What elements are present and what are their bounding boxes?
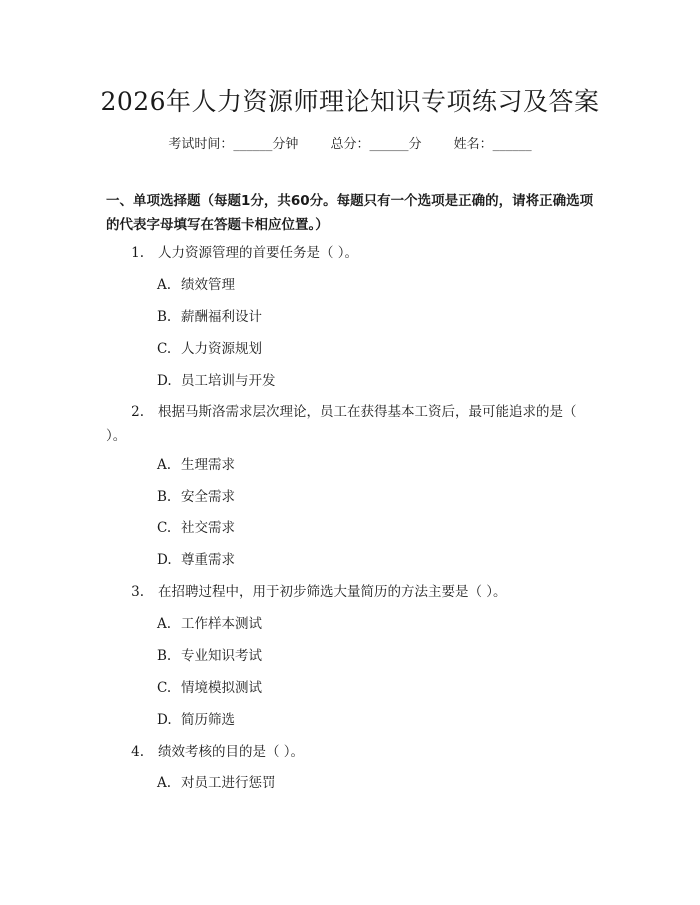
option-text: 绩效管理 <box>181 277 235 293</box>
document-title: 2026年人力资源师理论知识专项练习及答案 <box>100 87 600 116</box>
option <box>157 371 276 391</box>
option <box>157 307 262 327</box>
option-letter: C. <box>157 680 172 696</box>
section-heading: 一、单项选择题（每题1分，共60分。每题只有一个选项是正确的，请将正确选项的代表字母填写在答题卡相应位置。） <box>106 193 594 233</box>
option-letter: B. <box>157 489 172 505</box>
option-text: 简历筛选 <box>181 712 235 728</box>
option-text: 社交需求 <box>181 520 235 536</box>
option-letter: A. <box>157 616 172 632</box>
option-letter: C. <box>157 341 172 357</box>
option-letter: A. <box>157 775 172 791</box>
option-letter: D. <box>157 552 172 568</box>
exam-time: 考试时间：______分钟 <box>168 137 299 152</box>
option-text: 薪酬福利设计 <box>181 309 262 325</box>
option <box>157 339 262 359</box>
option-text: 人力资源规划 <box>181 341 262 357</box>
option <box>157 646 262 666</box>
option <box>157 275 235 295</box>
option-letter: A. <box>157 277 172 293</box>
question-text: 人力资源管理的首要任务是（ ）。 <box>158 245 359 261</box>
option <box>157 614 262 634</box>
question-text: 在招聘过程中，用于初步筛选大量简历的方法主要是（ ）。 <box>158 584 507 600</box>
option <box>157 518 235 538</box>
option-text: 对员工进行惩罚 <box>181 775 276 791</box>
option-letter: B. <box>157 648 172 664</box>
question-number: 4. <box>131 744 144 760</box>
question-text: 绩效考核的目的是（ ）。 <box>158 744 305 760</box>
option-text: 安全需求 <box>181 489 235 505</box>
question-text: 根据马斯洛需求层次理论，员工在获得基本工资后，最可能追求的是（ ）。 <box>106 404 577 444</box>
option <box>157 710 235 730</box>
option-letter: C. <box>157 520 172 536</box>
option-text: 工作样本测试 <box>181 616 262 632</box>
question-1 <box>106 241 596 265</box>
question-2 <box>106 400 596 448</box>
option <box>157 678 262 698</box>
option-text: 尊重需求 <box>181 552 235 568</box>
question-4 <box>106 740 596 764</box>
exam-name: 姓名：______ <box>453 137 532 152</box>
option <box>157 487 235 507</box>
exam-score: 总分：______分 <box>330 137 422 152</box>
option-text: 员工培训与开发 <box>181 373 276 389</box>
option-text: 专业知识考试 <box>181 648 262 664</box>
option-letter: D. <box>157 373 172 389</box>
option-text: 生理需求 <box>181 457 235 473</box>
question-number: 1. <box>131 245 144 261</box>
option <box>157 455 235 475</box>
option <box>157 773 276 793</box>
question-number: 2. <box>131 404 144 420</box>
exam-info <box>0 133 700 152</box>
question-number: 3. <box>131 584 144 600</box>
option-text: 情境模拟测试 <box>181 680 262 696</box>
option-letter: D. <box>157 712 172 728</box>
option <box>157 550 235 570</box>
option-letter: A. <box>157 457 172 473</box>
option-letter: B. <box>157 309 172 325</box>
question-3 <box>106 580 596 604</box>
